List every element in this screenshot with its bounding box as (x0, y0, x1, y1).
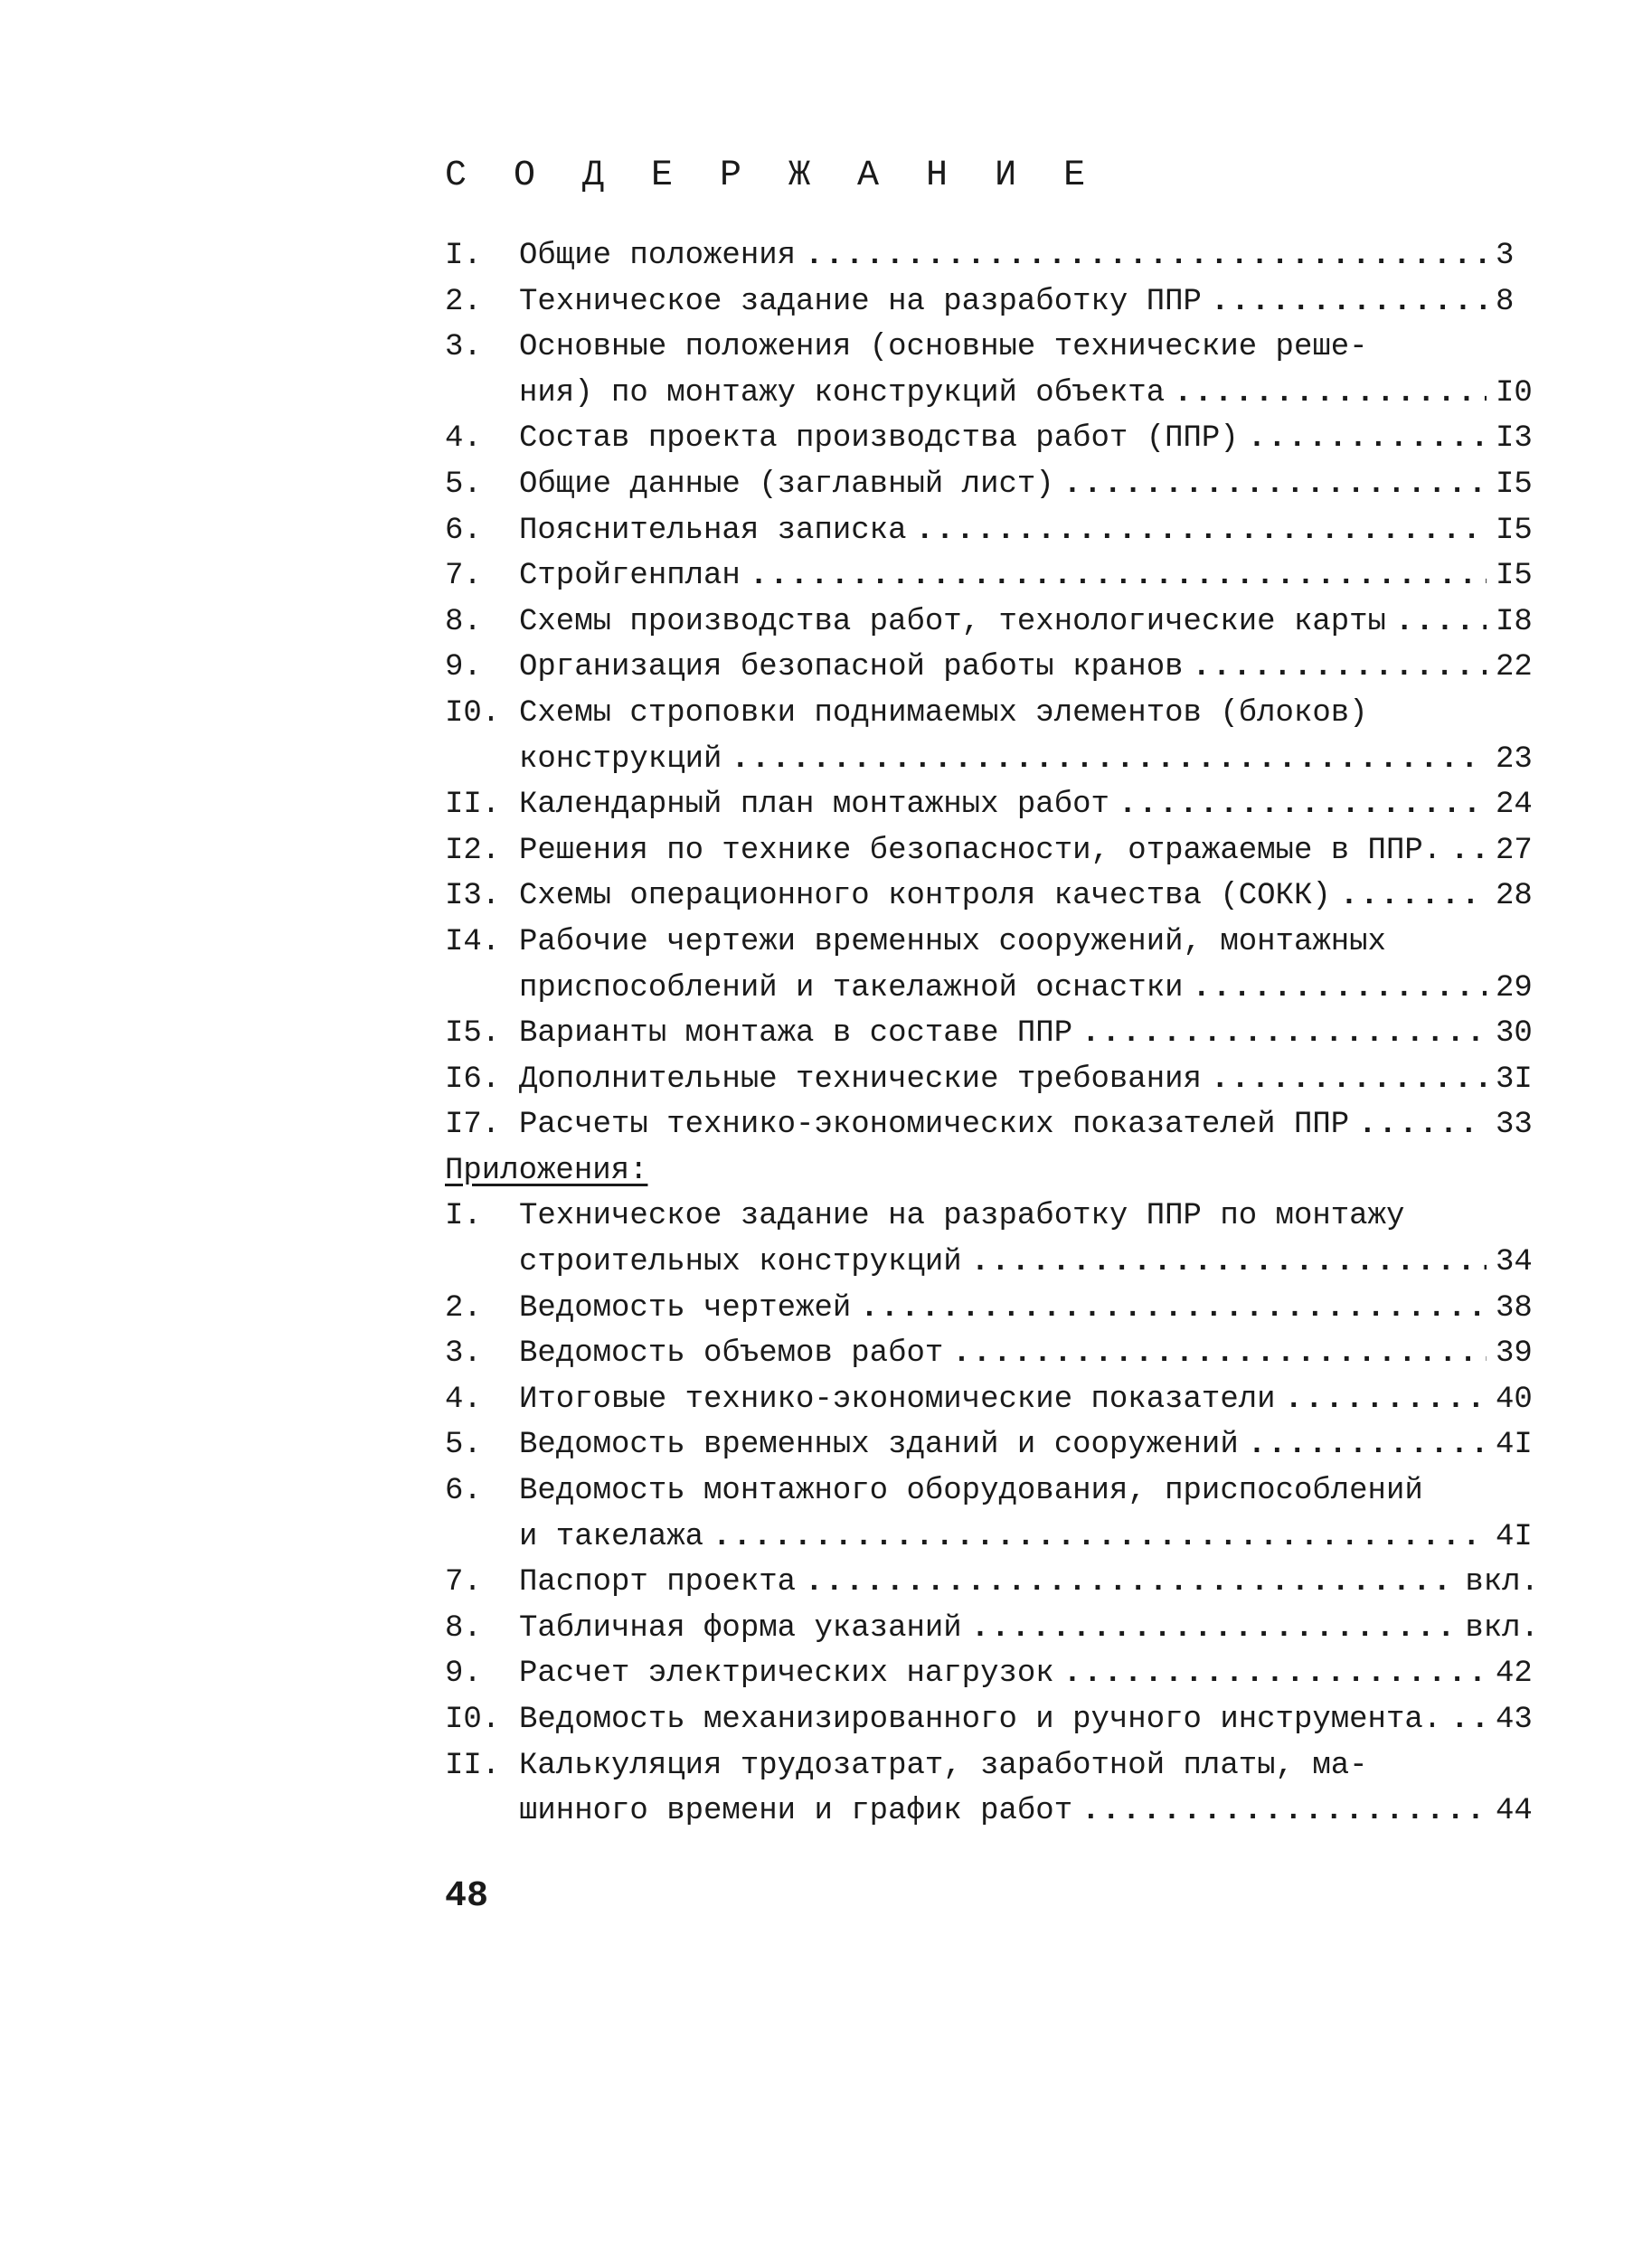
dot-leader (1248, 1422, 1487, 1468)
appendix-entry-title: строительных конструкций (519, 1245, 962, 1280)
appendix-entry-page: вкл. (1465, 1610, 1539, 1646)
contents-entry-title: Общие положения (519, 239, 797, 273)
contents-entry-number: 5. (445, 467, 482, 502)
appendix-entry-number: 9. (445, 1657, 482, 1692)
contents-entry-title: ния) по монтажу конструкций объекта (519, 375, 1166, 411)
contents-entry-title: Решения по технике безопасности, отражаемые в ППР. (519, 833, 1442, 868)
dot-leader (860, 1286, 1487, 1332)
contents-entry (445, 553, 1539, 599)
appendix-entry-number: 2. (445, 1290, 482, 1326)
contents-entry-page: I5 (1496, 513, 1533, 548)
dot-leader (1063, 1651, 1487, 1697)
dot-leader (1174, 371, 1487, 417)
appendix-entry-title: Калькуляция трудозатрат, заработной платы, ма- (519, 1748, 1368, 1783)
contents-entry-title: Схемы строповки поднимаемых элементов (блоков) (519, 695, 1368, 731)
appendix-entry-page: 38 (1496, 1290, 1533, 1326)
contents-entry-page: I8 (1496, 604, 1533, 639)
contents-entry (445, 828, 1539, 874)
contents-entry-page: I5 (1496, 559, 1533, 594)
contents-entry-number: I0. (445, 695, 501, 731)
dot-leader (971, 1606, 1457, 1652)
dot-leader (1450, 1697, 1487, 1743)
contents-entry-line (445, 873, 1539, 920)
contents-entry-title: Варианты монтажа в составе ППР (519, 1016, 1073, 1052)
appendix-entry-number: 7. (445, 1565, 482, 1600)
contents-entry-continuation (445, 371, 1539, 417)
contents-entry-continuation (445, 737, 1539, 783)
dot-leader (1450, 828, 1487, 874)
contents-entry-number: I3. (445, 879, 501, 914)
contents-entry-number: 7. (445, 559, 482, 594)
appendix-entry-line (445, 1697, 1539, 1743)
appendix-entries (445, 1194, 1539, 1834)
appendix-entry-line (445, 1286, 1539, 1332)
page-number: 48 (445, 1876, 489, 1917)
contents-entry-title: Состав проекта производства работ (ППР) (519, 421, 1239, 457)
contents-entry-line (445, 599, 1539, 646)
contents-entry-title: приспособлений и такелажной оснастки (519, 970, 1184, 1005)
contents-entry-title: Рабочие чертежи временных сооружений, монтажных (519, 924, 1386, 959)
appendix-entry-title: Ведомость временных зданий и сооружений (519, 1428, 1239, 1463)
contents-entry-page: 3 (1496, 239, 1515, 273)
appendix-entry (445, 1422, 1539, 1468)
appendix-entry-page: 39 (1496, 1336, 1533, 1372)
dot-leader (1248, 416, 1487, 462)
appendix-entry (445, 1606, 1539, 1652)
contents-entry-title: Общие данные (заглавный лист) (519, 467, 1054, 502)
appendix-entry-title: шинного времени и график работ (519, 1794, 1073, 1829)
contents-entry (445, 462, 1539, 508)
appendix-entry-continuation (445, 1789, 1539, 1835)
appendix-entry-line (445, 1560, 1539, 1606)
contents-entry-line (445, 233, 1539, 279)
dot-leader (1211, 279, 1487, 326)
contents-entries (445, 233, 1539, 1148)
contents-entry-number: 8. (445, 604, 482, 639)
contents-entry-page: 33 (1496, 1108, 1533, 1143)
dot-leader (1340, 873, 1487, 920)
contents-entry-number: I5. (445, 1016, 501, 1052)
contents-entry-line (445, 1011, 1539, 1057)
contents-entry-page: 8 (1496, 284, 1515, 319)
appendix-entry (445, 1743, 1539, 1835)
contents-entry (445, 599, 1539, 646)
contents-entry-title: Расчеты технико-экономических показателей ППР (519, 1108, 1350, 1143)
contents-entry-title: Пояснительная записка (519, 513, 907, 548)
appendix-entry-line (445, 1468, 1539, 1515)
appendix-entry-page: 43 (1496, 1703, 1533, 1737)
appendix-entry-line (445, 1743, 1539, 1789)
contents-entry-continuation (445, 966, 1539, 1012)
contents-entry-number: I4. (445, 924, 501, 959)
contents-entry-title: Дополнительные технические требования (519, 1062, 1202, 1097)
contents-entry-page: 29 (1496, 970, 1533, 1005)
contents-entry-title: Основные положения (основные технические реше- (519, 330, 1368, 365)
contents-entry-line (445, 1057, 1539, 1103)
contents-entry (445, 920, 1539, 1011)
contents-entry-number: 3. (445, 330, 482, 365)
appendix-entry-page: вкл. (1465, 1565, 1539, 1600)
appendix-entry (445, 1468, 1539, 1560)
appendix-entry (445, 1560, 1539, 1606)
contents-entry-page: 22 (1496, 650, 1533, 685)
contents-entry-page: 30 (1496, 1016, 1533, 1052)
dot-leader (1211, 1057, 1487, 1103)
dot-leader (1081, 1789, 1487, 1835)
dot-leader (1395, 599, 1487, 646)
contents-entry (445, 782, 1539, 828)
contents-entry (445, 508, 1539, 554)
dot-leader (1193, 966, 1487, 1012)
appendix-entry-title: Ведомость объемов работ (519, 1336, 944, 1372)
contents-entry-title: Стройгенплан (519, 559, 741, 594)
contents-entry (445, 1057, 1539, 1103)
appendix-entry-page: 40 (1496, 1382, 1533, 1417)
appendix-entry-title: Табличная форма указаний (519, 1610, 962, 1646)
table-of-contents (445, 233, 1539, 1835)
appendix-entry-title: Ведомость чертежей (519, 1290, 852, 1326)
dot-leader (1119, 782, 1487, 828)
contents-entry-line (445, 920, 1539, 966)
contents-entry-number: 9. (445, 650, 482, 685)
contents-entry-line (445, 828, 1539, 874)
contents-entry-page: 24 (1496, 788, 1533, 823)
contents-entry-number: 6. (445, 513, 482, 548)
appendix-entry-number: 6. (445, 1474, 482, 1509)
appendix-entry (445, 1194, 1539, 1285)
contents-entry-line (445, 691, 1539, 737)
contents-entry (445, 279, 1539, 326)
appendix-entry-page: 4I (1496, 1519, 1533, 1554)
contents-entry-line (445, 279, 1539, 326)
dot-leader (805, 1560, 1456, 1606)
appendix-entry-page: 34 (1496, 1245, 1533, 1280)
appendix-entry-title: Техническое задание на разработку ППР по монтажу (519, 1199, 1405, 1234)
contents-entry-line (445, 462, 1539, 508)
dot-leader (805, 233, 1487, 279)
contents-entry-page: 23 (1496, 741, 1533, 777)
appendix-entry-page: 42 (1496, 1657, 1533, 1692)
contents-entry (445, 873, 1539, 920)
appendix-entry-title: Ведомость механизированного и ручного инструмента. (519, 1703, 1442, 1737)
appendix-entry-page: 4I (1496, 1428, 1533, 1463)
appendix-entry-number: II. (445, 1748, 501, 1783)
contents-title: С О Д Е Р Ж А Н И Е (445, 156, 1099, 196)
contents-entry-number: I7. (445, 1108, 501, 1143)
contents-entry-line (445, 508, 1539, 554)
contents-entry-title: Календарный план монтажных работ (519, 788, 1109, 823)
dot-leader (971, 1240, 1487, 1286)
appendix-entry-number: 3. (445, 1336, 482, 1372)
appendix-entry-line (445, 1194, 1539, 1240)
dot-leader (1063, 462, 1487, 508)
contents-entry (445, 416, 1539, 462)
contents-entry-line (445, 782, 1539, 828)
contents-entry-title: Техническое задание на разработку ППР (519, 284, 1202, 319)
dot-leader (1193, 645, 1487, 691)
appendix-entry-number: I0. (445, 1703, 501, 1737)
dot-leader (1358, 1102, 1487, 1148)
dot-leader (713, 1515, 1487, 1561)
contents-entry-title: Схемы производства работ, технологические карты (519, 604, 1386, 639)
contents-entry-title: Схемы операционного контроля качества (СОКК) (519, 879, 1331, 914)
contents-entry-number: I2. (445, 833, 501, 868)
appendix-entry-title: Расчет электрических нагрузок (519, 1657, 1054, 1692)
contents-entry-page: 3I (1496, 1062, 1533, 1097)
appendix-entry-title: и такелажа (519, 1519, 704, 1554)
dot-leader (731, 737, 1487, 783)
dot-leader (1285, 1377, 1487, 1423)
appendix-entry-number: 4. (445, 1382, 482, 1417)
appendix-entry-continuation (445, 1515, 1539, 1561)
contents-entry-page: 27 (1496, 833, 1533, 868)
appendix-entry-line (445, 1331, 1539, 1377)
appendix-entry-title: Паспорт проекта (519, 1565, 797, 1600)
contents-entry-page: I5 (1496, 467, 1533, 502)
contents-entry-line (445, 1102, 1539, 1148)
contents-entry (445, 645, 1539, 691)
contents-entry-number: 2. (445, 284, 482, 319)
contents-entry (445, 1011, 1539, 1057)
contents-entry-page: I3 (1496, 421, 1533, 457)
appendix-entry-title: Итоговые технико-экономические показатели (519, 1382, 1276, 1417)
appendix-entry-page: 44 (1496, 1794, 1533, 1829)
contents-entry (445, 233, 1539, 279)
dot-leader (915, 508, 1487, 554)
contents-entry-line (445, 645, 1539, 691)
appendix-entry-title: Ведомость монтажного оборудования, приспособлений (519, 1474, 1423, 1509)
appendix-entry (445, 1286, 1539, 1332)
dot-leader (750, 553, 1487, 599)
appendix-heading: Приложения: (445, 1153, 648, 1188)
appendix-entry-line (445, 1422, 1539, 1468)
appendix-entry (445, 1651, 1539, 1697)
appendix-entry-number: 5. (445, 1428, 482, 1463)
contents-entry-title: Организация безопасной работы кранов (519, 650, 1184, 685)
contents-entry-number: I. (445, 239, 482, 273)
dot-leader (1081, 1011, 1487, 1057)
appendix-entry-number: I. (445, 1199, 482, 1234)
appendix-entry-line (445, 1651, 1539, 1697)
contents-entry-line (445, 416, 1539, 462)
appendix-entry-number: 8. (445, 1610, 482, 1646)
contents-entry (445, 691, 1539, 782)
contents-entry-number: 4. (445, 421, 482, 457)
contents-entry (445, 1102, 1539, 1148)
contents-entry-number: II. (445, 788, 501, 823)
contents-entry (445, 325, 1539, 416)
appendix-entry (445, 1331, 1539, 1377)
contents-entry-line (445, 325, 1539, 371)
contents-entry-line (445, 553, 1539, 599)
dot-leader (952, 1331, 1487, 1377)
appendix-entry (445, 1377, 1539, 1423)
appendix-entry-line (445, 1606, 1539, 1652)
contents-entry-number: I6. (445, 1062, 501, 1097)
appendix-entry-line (445, 1377, 1539, 1423)
appendix-entry (445, 1697, 1539, 1743)
appendix-entry-continuation (445, 1240, 1539, 1286)
contents-entry-title: конструкций (519, 741, 722, 777)
contents-entry-page: I0 (1496, 375, 1533, 411)
contents-entry-page: 28 (1496, 879, 1533, 914)
